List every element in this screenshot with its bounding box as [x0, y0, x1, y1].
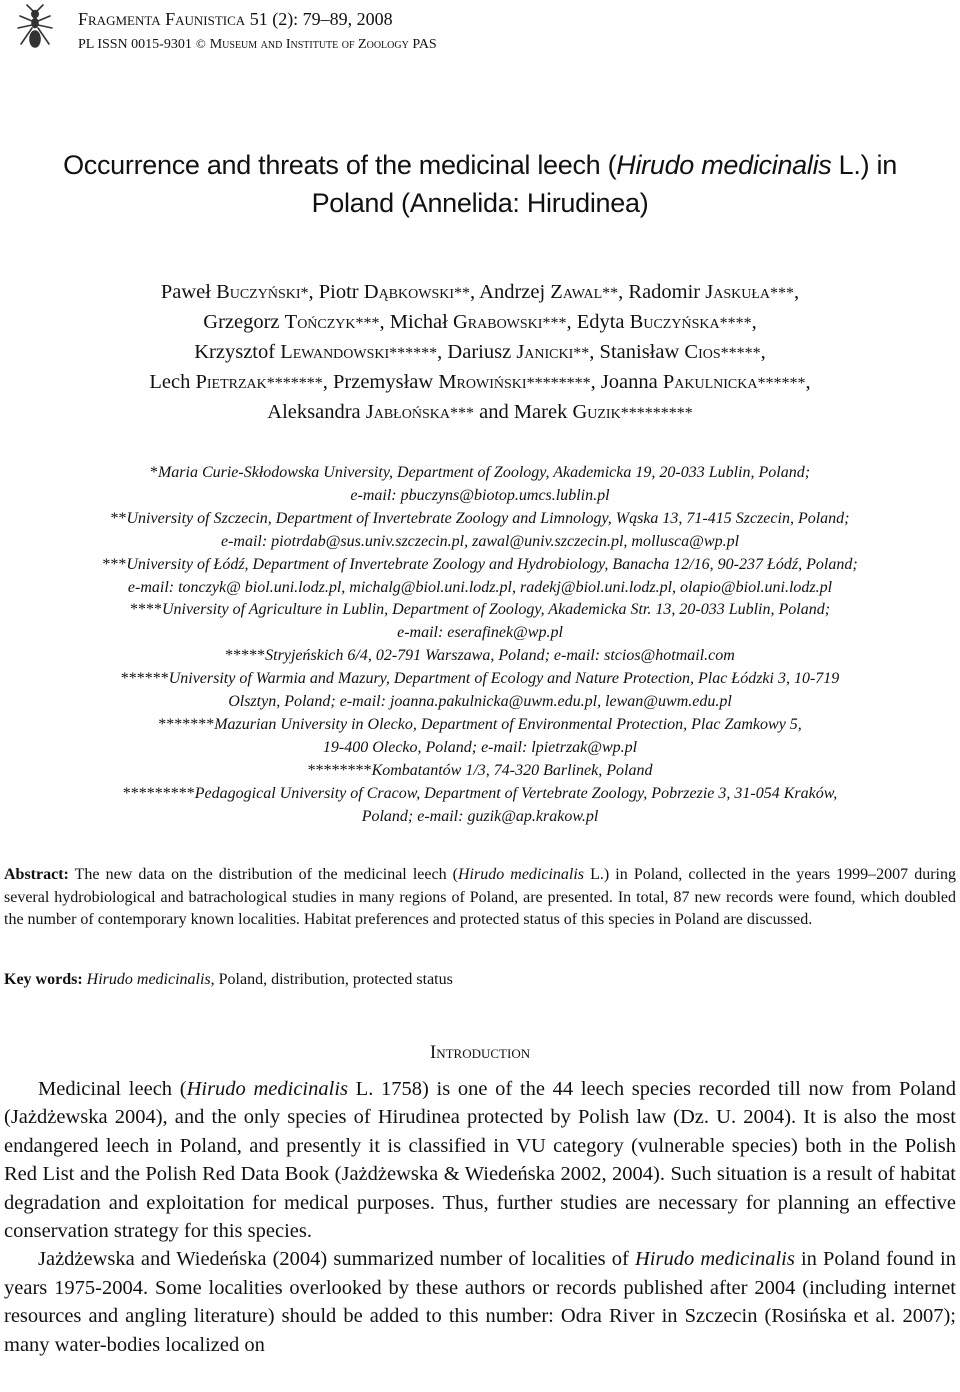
author-affiliation-mark: ***	[542, 315, 567, 332]
affiliation-line	[10, 554, 950, 577]
affiliation-mark: *******	[158, 715, 215, 733]
author-first-name: Edyta	[576, 311, 630, 333]
affiliation-text: e-mail: eserafinek@wp.pl	[397, 624, 563, 642]
paragraph	[4, 1245, 956, 1359]
abstract-label: Abstract:	[4, 866, 69, 883]
author-first-name: Przemysław	[333, 371, 439, 393]
affiliation-text: e-mail: tonczyk@ biol.uni.lodz.pl, michalg@biol.uni.lodz.pl, radekj@biol.uni.lodz.pl, olapio@biol.uni.lodz.pl	[127, 578, 833, 596]
author-affiliation-mark: **	[573, 345, 590, 362]
affiliation-line	[10, 806, 950, 829]
author-separator: ,	[760, 341, 766, 363]
author-separator: ,	[589, 341, 600, 363]
affiliation-mark: *********	[122, 784, 195, 802]
affiliation-mark: ********	[307, 761, 372, 779]
affiliation-text: Kombatantów 1/3, 74-320 Barlinek, Poland	[371, 761, 653, 779]
author-last-name: Grabowski	[452, 311, 543, 333]
author-first-name: Joanna	[600, 371, 663, 393]
author-separator: ,	[437, 341, 448, 363]
issn-line	[78, 35, 437, 54]
abstract-text: L.) in Poland, collected in the years 1999–2007 during several hydrobiological and batrachological studies in many regions of Poland, are presented. In total, 87 new records were found, which doubled the number of contemporary known localities. Habitat preferences and protected status of this species in Poland are discussed.	[4, 866, 956, 929]
affiliation-text: Olsztyn, Poland; e-mail: joanna.pakulnicka@uwm.edu.pl, lewan@uwm.edu.pl	[228, 693, 732, 711]
abstract-text: The new data on the distribution of the medicinal leech (	[68, 866, 458, 883]
publisher: Museum and Institute of Zoology PAS	[209, 37, 437, 52]
author-last-name: Janicki	[516, 341, 574, 363]
author-separator: ,	[566, 311, 577, 333]
author-affiliation-mark: ***	[770, 285, 795, 302]
affiliation-text: e-mail: pbuczyns@biotop.umcs.lublin.pl	[350, 486, 610, 504]
author-last-name: Cios	[684, 341, 721, 363]
affiliation-text: Mazurian University in Olecko, Department of Environmental Protection, Plac Zamkowy 5,	[214, 715, 802, 733]
author-last-name: Pietrzak	[195, 371, 267, 393]
author-first-name: Krzysztof	[194, 341, 281, 363]
keywords	[4, 969, 956, 991]
author-affiliation-mark: **	[602, 285, 619, 302]
affiliation-mark: **	[110, 509, 127, 527]
author-last-name: Pakulnicka	[662, 371, 758, 393]
author-separator: ,	[794, 281, 800, 303]
author-separator: ,	[618, 281, 629, 303]
author-last-name: Buczyński	[216, 281, 301, 303]
author-affiliation-mark: **	[454, 285, 471, 302]
author-first-name: Paweł	[160, 281, 217, 303]
affiliation-line	[10, 599, 950, 622]
affiliation-line	[10, 760, 950, 783]
affiliation-line	[10, 714, 950, 737]
title-line-2: Poland (Annelida: Hirudinea)	[311, 188, 649, 218]
author-affiliation-mark: ***	[355, 315, 380, 332]
affiliation-line	[10, 737, 950, 760]
author-affiliation-mark: ***	[449, 405, 474, 422]
body-text-run: in Poland found in years 1975-2004. Some localities overlooked by these authors or records published after 2004 (including internet resources and angling literature) should be added to this number: Odra River in Szczecin (Rosińska et al. 2007); many water-bodies localized on	[4, 1248, 956, 1356]
author-separator: ,	[805, 371, 811, 393]
affiliation-text: Maria Curie-Skłodowska University, Department of Zoology, Akademicka 19, 20-033 Lublin, Poland;	[157, 464, 811, 481]
affiliation-text: University of Szczecin, Department of Invertebrate Zoology and Limnology, Wąska 13, 71-415 Szczecin, Poland;	[126, 509, 850, 527]
affiliation-text: Poland; e-mail: guzik@ap.krakow.pl	[361, 807, 599, 825]
affiliation-text: University of Agriculture in Lublin, Department of Zoology, Akademicka Str. 13, 20-033 Lublin, Poland;	[161, 601, 831, 619]
affiliation-text: Pedagogical University of Cracow, Department of Vertebrate Zoology, Pobrzezie 3, 31-054 Kraków,	[194, 784, 838, 802]
body-species: Hirudo medicinalis	[186, 1078, 348, 1100]
affiliation-line	[10, 645, 950, 668]
author-affiliation-mark: ******	[389, 345, 438, 362]
author-separator: ,	[379, 311, 390, 333]
affiliation-line	[10, 531, 950, 554]
affiliation-text: e-mail: piotrdab@sus.univ.szczecin.pl, zawal@univ.szczecin.pl, mollusca@wp.pl	[220, 532, 740, 550]
author-affiliation-mark: ****	[719, 315, 752, 332]
affiliations	[10, 462, 950, 829]
author-list	[20, 278, 940, 428]
abstract	[4, 864, 956, 932]
author-last-name: Dąbkowski	[363, 281, 455, 303]
keywords-label: Key words:	[4, 971, 83, 988]
author-first-name: Lech	[149, 371, 196, 393]
author-first-name: Piotr	[318, 281, 364, 303]
affiliation-mark: *****	[225, 647, 266, 665]
author-last-name: Jaskuła	[705, 281, 771, 303]
affiliation-mark: ***	[102, 555, 127, 573]
affiliation-text: Stryjeńskich 6/4, 02-791 Warszawa, Poland; e-mail: stcios@hotmail.com	[265, 647, 735, 665]
author-separator: ,	[322, 371, 333, 393]
paragraph	[4, 1075, 956, 1245]
author-last-name: Mrowiński	[438, 371, 527, 393]
body-text-run: Medicinal leech (	[38, 1078, 187, 1100]
author-affiliation-mark: *	[300, 285, 309, 302]
title-text: Occurrence and threats of the medicinal leech (	[63, 150, 617, 180]
affiliation-text: University of Łódź, Department of Invertebrate Zoology and Hydrobiology, Banacha 12/16, 90-237 Łódź, Poland;	[126, 555, 858, 573]
author-last-name: Buczyńska	[629, 311, 720, 333]
author-separator: ,	[751, 311, 757, 333]
author-last-name: Guzik	[572, 401, 621, 423]
author-first-name: Michał	[389, 311, 453, 333]
affiliation-mark: ******	[120, 670, 169, 688]
author-affiliation-mark: *********	[620, 405, 693, 422]
affiliation-line	[10, 668, 950, 691]
affiliation-line	[10, 691, 950, 714]
author-affiliation-mark: ******	[757, 375, 806, 392]
author-last-name: Jabłońska	[365, 401, 450, 423]
author-separator: ,	[470, 281, 480, 303]
author-first-name: Aleksandra	[267, 401, 366, 423]
body-text-run: L. 1758) is one of the 44 leech species recorded till now from Poland (Jażdżewska 2004), and the only species of Hirudinea protected by Polish law (Dz. U. 2004). It is also the most endangered leech in Poland, and presently it is classified in VU category (vulnerable species) both in the Polish Red List and the Polish Red Data Book (Jażdżewska & Wiedeńska 2002, 2004). Such situation is a result of habitat degradation and exploitation for medical purposes. Thus, further studies are necessary for planning an effective conservation strategy for this species.	[4, 1078, 957, 1243]
author-separator: ,	[308, 281, 319, 303]
affiliation-line	[10, 577, 950, 600]
author-first-name: Grzegorz	[203, 311, 285, 333]
article-title	[0, 146, 960, 222]
author-affiliation-mark: *****	[720, 345, 761, 362]
affiliation-text: 19-400 Olecko, Poland; e-mail: lpietrzak@wp.pl	[322, 738, 638, 756]
copyright-icon: ©	[195, 36, 206, 51]
affiliation-text: University of Warmia and Mazury, Department of Ecology and Nature Protection, Plac Łódzki 3, 10-719	[168, 670, 840, 688]
affiliation-line	[10, 622, 950, 645]
author-last-name: Zawal	[550, 281, 603, 303]
author-last-name: Tończyk	[284, 311, 356, 333]
author-first-name: Marek	[513, 401, 573, 423]
abstract-species: Hirudo medicinalis	[457, 866, 585, 883]
ant-icon	[10, 4, 60, 54]
body-species: Hirudo medicinalis	[634, 1248, 795, 1271]
journal-header	[10, 4, 610, 54]
affiliation-mark: ****	[129, 601, 162, 619]
keywords-text: , Poland, distribution, protected status	[210, 971, 453, 988]
affiliation-line	[10, 508, 950, 531]
body-text-run: Jażdżewska and Wiedeńska (2004) summarized number of localities of	[38, 1248, 635, 1271]
journal-citation: Fragmenta Faunistica 51 (2): 79–89, 2008	[78, 9, 393, 29]
author-affiliation-mark: ********	[526, 375, 591, 392]
author-first-name: Stanisław	[599, 341, 685, 363]
title-species: Hirudo medicinalis	[616, 150, 832, 180]
author-first-name: Radomir	[628, 281, 706, 303]
author-first-name: Andrzej	[479, 281, 551, 303]
affiliation-line	[10, 485, 950, 508]
author-separator: and	[473, 401, 514, 423]
author-last-name: Lewandowski	[280, 341, 390, 363]
title-text: L.) in	[831, 150, 897, 180]
title-line-1	[0, 146, 960, 184]
author-separator: ,	[590, 371, 601, 393]
affiliation-line	[10, 462, 950, 485]
issn: PL ISSN 0015-9301	[78, 37, 192, 52]
affiliation-mark: *	[149, 464, 158, 481]
author-affiliation-mark: *******	[266, 375, 323, 392]
body-text	[4, 1075, 956, 1359]
keywords-species: Hirudo medicinalis	[82, 971, 211, 988]
author-first-name: Dariusz	[447, 341, 517, 363]
affiliation-line	[10, 783, 950, 806]
section-heading: Introduction	[429, 1042, 531, 1063]
